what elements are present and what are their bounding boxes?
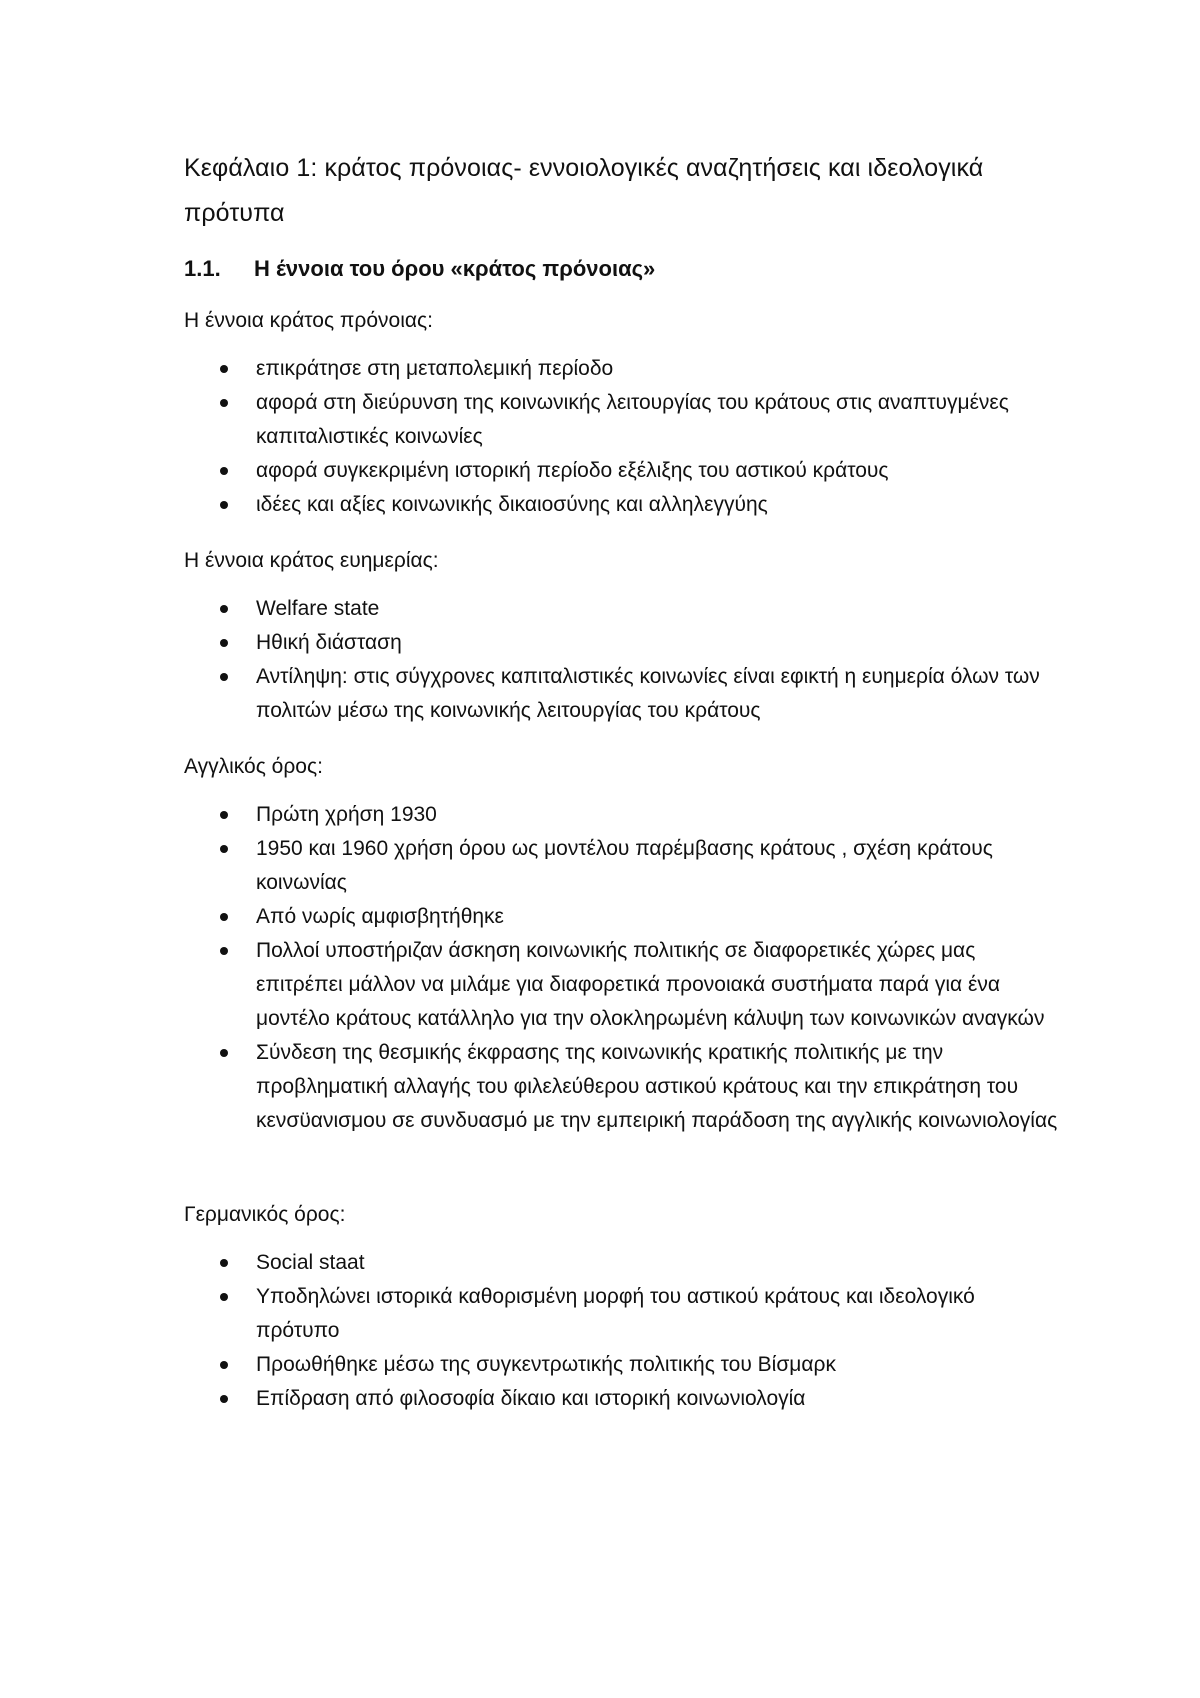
- section-heading-text: Η έννοια του όρου «κράτος πρόνοιας»: [254, 256, 656, 281]
- bullet-icon: [220, 673, 228, 681]
- list-item: Υποδηλώνει ιστορικά καθορισμένη μορφή του αστικού κράτους και ιδεολογικό πρότυπο: [184, 1280, 1064, 1348]
- list-item: ιδέες και αξίες κοινωνικής δικαιοσύνης και αλληλεγγύης: [184, 488, 1064, 522]
- blank-paragraph: [184, 1162, 1064, 1200]
- list-item: Από νωρίς αμφισβητήθηκε: [184, 900, 1064, 934]
- list-item: αφορά στη διεύρυνση της κοινωνικής λειτουργίας του κράτους στις αναπτυγμένες καπιταλιστικές κοινωνίες: [184, 386, 1064, 454]
- bullet-icon: [220, 399, 228, 407]
- bullet-icon: [220, 639, 228, 647]
- bullet-icon: [220, 913, 228, 921]
- section-label: Αγγλικός όρος:: [184, 755, 323, 778]
- bullet-list: [184, 798, 1064, 1138]
- chapter-title: Κεφάλαιο 1: κράτος πρόνοιας- εννοιολογικές αναζητήσεις και ιδεολογικά πρότυπα: [184, 154, 984, 227]
- section-english-term: [184, 752, 1064, 1138]
- bullet-icon: [220, 1293, 228, 1301]
- bullet-icon: [220, 365, 228, 373]
- section-label: Γερμανικός όρος:: [184, 1203, 346, 1226]
- bullet-icon: [220, 1049, 228, 1057]
- list-item: Πολλοί υποστήριζαν άσκηση κοινωνικής πολιτικής σε διαφορετικές χώρες μας επιτρέπει μάλλον να μιλάμε για διαφορετικά προνοιακά συστήματα παρά για ένα μοντέλο κράτους κατάλληλο για την ολοκληρωμένη κάλυψη των κοινωνικών αναγκών: [184, 934, 1064, 1036]
- section-number: 1.1.: [184, 256, 221, 281]
- list-item: Ηθική διάσταση: [184, 626, 1064, 660]
- section-german-term: [184, 1200, 1064, 1416]
- list-item: αφορά συγκεκριμένη ιστορική περίοδο εξέλιξης του αστικού κράτους: [184, 454, 1064, 488]
- bullet-icon: [220, 947, 228, 955]
- section-label: Η έννοια κράτος πρόνοιας:: [184, 309, 433, 332]
- bullet-icon: [220, 1361, 228, 1369]
- bullet-list: [184, 1246, 1064, 1416]
- bullet-icon: [220, 811, 228, 819]
- bullet-icon: [220, 1395, 228, 1403]
- bullet-icon: [220, 605, 228, 613]
- bullet-list: [184, 592, 1064, 728]
- bullet-icon: [220, 1259, 228, 1267]
- section-heading: [184, 254, 1064, 284]
- list-item: επικράτησε στη μεταπολεμική περίοδο: [184, 352, 1064, 386]
- bullet-list: [184, 352, 1064, 522]
- section-wellbeing-concept: [184, 546, 1064, 728]
- section-welfare-concept: [184, 306, 1064, 522]
- list-item: Welfare state: [184, 592, 1064, 626]
- section-label: Η έννοια κράτος ευημερίας:: [184, 549, 439, 572]
- list-item: 1950 και 1960 χρήση όρου ως μοντέλου παρέμβασης κράτους , σχέση κράτους κοινωνίας: [184, 832, 1064, 900]
- bullet-icon: [220, 501, 228, 509]
- bullet-icon: [220, 845, 228, 853]
- list-item: Social staat: [184, 1246, 1064, 1280]
- bullet-icon: [220, 467, 228, 475]
- list-item: Αντίληψη: στις σύγχρονες καπιταλιστικές κοινωνίες είναι εφικτή η ευημερία όλων των πολιτών μέσω της κοινωνικής λειτουργίας του κράτους: [184, 660, 1064, 728]
- list-item: Επίδραση από φιλοσοφία δίκαιο και ιστορική κοινωνιολογία: [184, 1382, 1064, 1416]
- list-item: Προωθήθηκε μέσω της συγκεντρωτικής πολιτικής του Βίσμαρκ: [184, 1348, 1064, 1382]
- list-item: Σύνδεση της θεσμικής έκφρασης της κοινωνικής κρατικής πολιτικής με την προβληματική αλλαγής του φιλελεύθερου αστικού κράτους και την επικράτηση του κενσϋανισμου σε συνδυασμό με την εμπειρική παράδοση της αγγλικής κοινωνιολογίας: [184, 1036, 1064, 1138]
- list-item: Πρώτη χρήση 1930: [184, 798, 1064, 832]
- document-body: [184, 146, 1064, 1440]
